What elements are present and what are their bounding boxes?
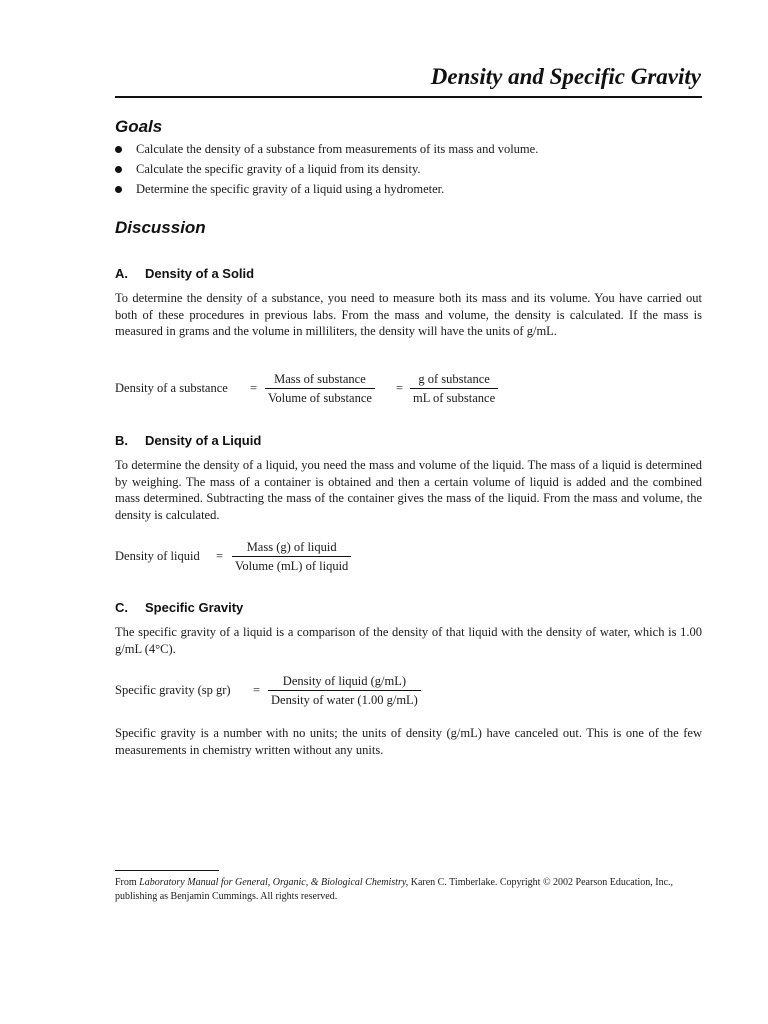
fraction-denominator: Density of water (1.00 g/mL) — [271, 693, 418, 707]
section-c-closing-paragraph: Specific gravity is a number with no units; the units of density (g/mL) have canceled out. This is one of the few measurements in chemistry written without any units. — [115, 726, 702, 757]
footnote-prefix: From — [115, 877, 140, 888]
bullet-dot-icon — [115, 166, 122, 173]
footnote — [115, 876, 705, 904]
section-c-paragraph: The specific gravity of a liquid is a comparison of the density of that liquid with the density of water, which is 1.00 g/mL (4°C). — [115, 625, 702, 656]
specific-gravity-fraction — [268, 673, 421, 708]
section-letter: C. — [115, 600, 128, 615]
equals-sign: = — [250, 381, 258, 395]
liquid-fraction — [232, 539, 351, 574]
fraction-numerator: Mass of substance — [265, 371, 375, 389]
footnote-book-title: Laboratory Manual for General, Organic, & Biological Chemistry, — [139, 877, 409, 888]
fraction-numerator: Density of liquid (g/mL) — [268, 673, 421, 691]
equals-sign: = — [396, 381, 404, 395]
fraction-denominator: Volume of substance — [268, 391, 372, 405]
fraction-numerator: g of substance — [410, 371, 498, 389]
goal-item — [115, 141, 705, 161]
goal-text: Determine the specific gravity of a liquid using a hydrometer. — [136, 182, 445, 196]
goals-heading: Goals — [115, 117, 163, 136]
fraction-denominator: Volume (mL) of liquid — [235, 559, 349, 573]
equation-lhs: Density of a substance — [115, 381, 228, 395]
section-title: Specific Gravity — [145, 600, 244, 615]
discussion-heading: Discussion — [115, 218, 206, 237]
fraction-numerator: Mass (g) of liquid — [232, 539, 351, 557]
section-c-heading — [115, 600, 243, 615]
units-fraction — [410, 371, 498, 406]
section-b-paragraph: To determine the density of a liquid, you need the mass and volume of the liquid. The mass of a liquid is determined by weighing. The mass of a container is obtained and then a certain volume of liquid is added and the combined mass determined. Subtracting the mass of the container gives the mass of the liquid. From the mass and volume, the density is calculated. — [115, 458, 702, 522]
header-rule — [115, 96, 702, 98]
goals-list — [115, 141, 705, 201]
page-title: Density and Specific Gravity — [430, 64, 701, 89]
section-letter: A. — [115, 266, 128, 281]
goal-item — [115, 181, 705, 201]
section-b-heading — [115, 433, 261, 448]
goal-text: Calculate the specific gravity of a liquid from its density. — [136, 162, 421, 176]
bullet-dot-icon — [115, 146, 122, 153]
density-liquid-equation — [115, 539, 385, 579]
equals-sign: = — [216, 549, 224, 563]
goal-item — [115, 161, 705, 181]
fraction-denominator: mL of substance — [413, 391, 496, 405]
section-letter: B. — [115, 433, 128, 448]
equals-sign: = — [253, 683, 261, 697]
specific-gravity-equation — [115, 673, 455, 713]
section-a-heading — [115, 266, 254, 281]
footnote-rule — [115, 870, 219, 871]
density-substance-equation — [115, 371, 515, 411]
bullet-dot-icon — [115, 186, 122, 193]
goal-text: Calculate the density of a substance from measurements of its mass and volume. — [136, 142, 539, 156]
equation-lhs: Density of liquid — [115, 549, 200, 563]
section-title: Density of a Liquid — [145, 433, 262, 448]
section-a-paragraph: To determine the density of a substance, you need to measure both its mass and its volume. You have carried out both of these procedures in previous labs. From the mass and volume, the density is calculated. If the mass is measured in grams and the volume in milliliters, the density will have the units of g/mL. — [115, 291, 702, 338]
section-title: Density of a Solid — [145, 266, 255, 281]
mass-volume-fraction — [265, 371, 375, 406]
equation-lhs: Specific gravity (sp gr) — [115, 683, 231, 697]
footnote-credit: Karen C. Timberlake. Copyright © 2002 Pearson Education, Inc., publishing as Benjamin Cummings. All rights reserved. — [115, 877, 674, 902]
